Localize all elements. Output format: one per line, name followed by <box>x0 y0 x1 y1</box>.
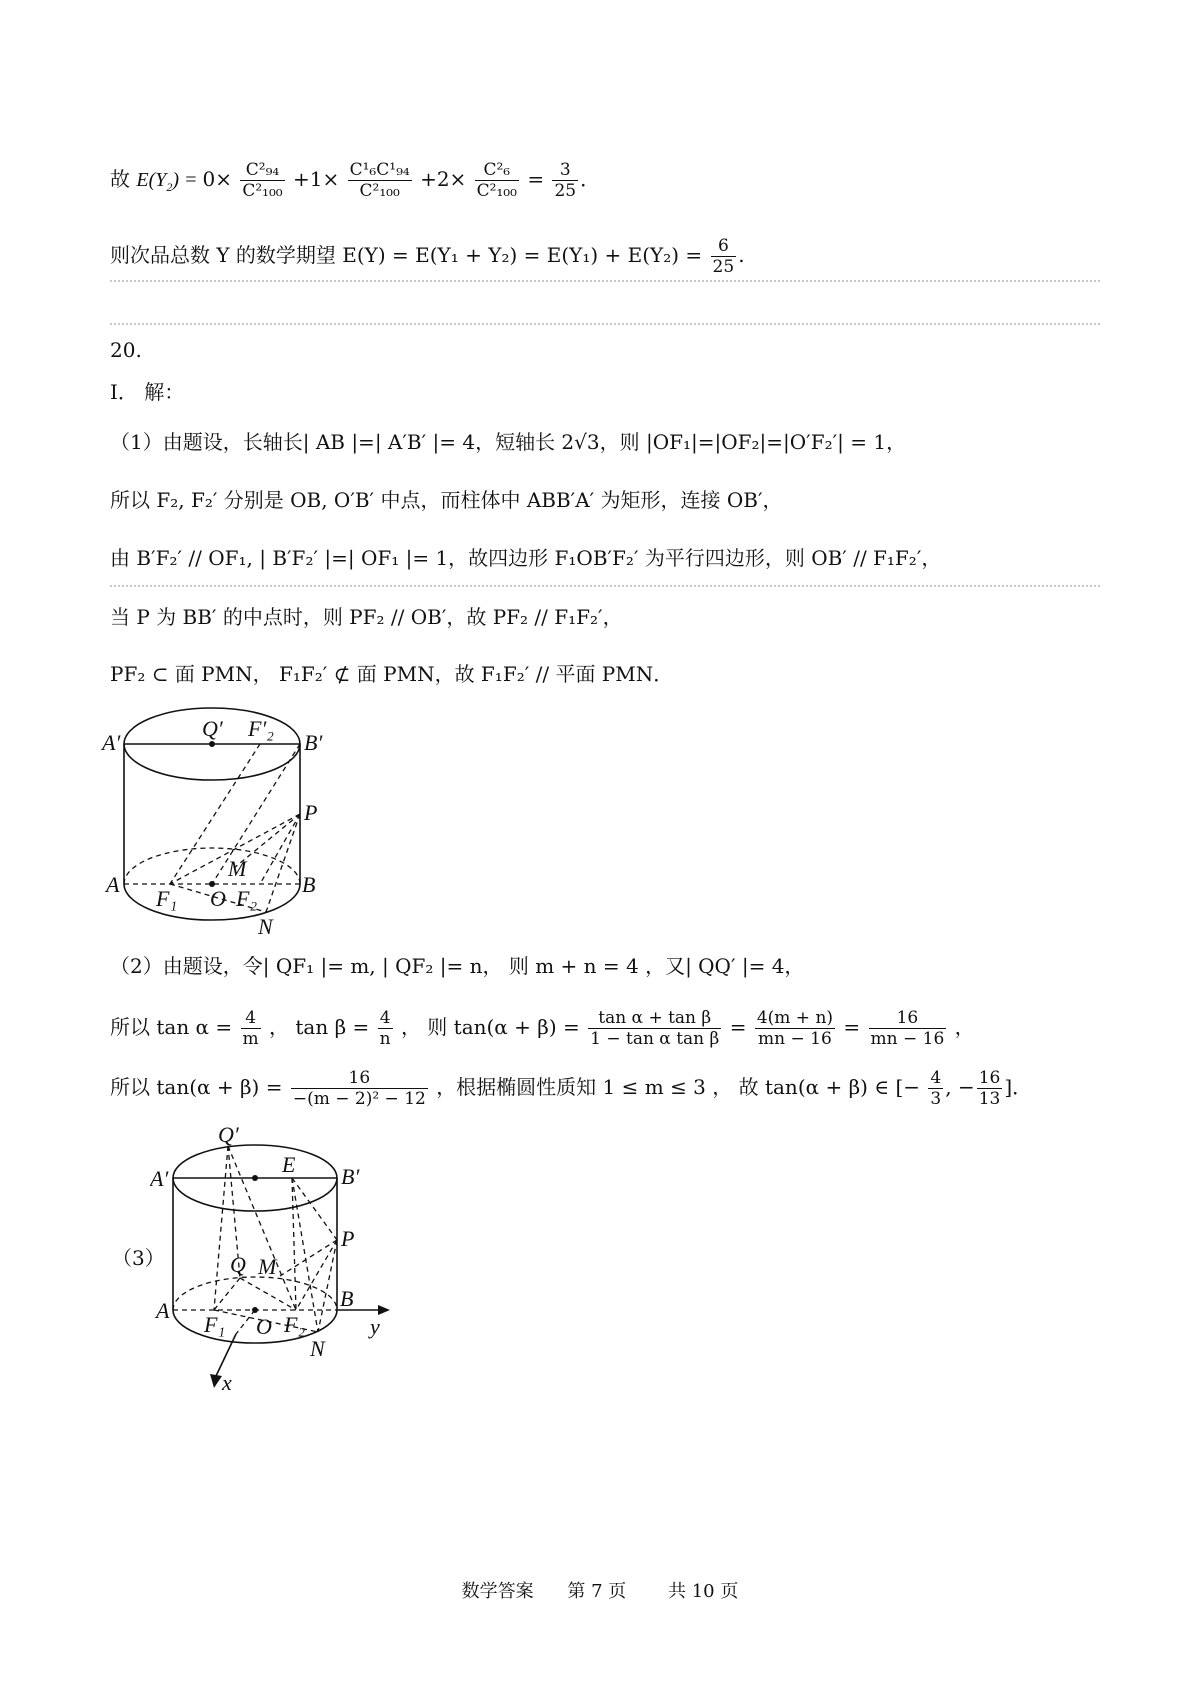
tan-alpha-fraction: $\frac{4}{m}$ <box>242 1008 259 1049</box>
fraction-2: $\frac{\text{C¹₆C¹₉₄}}{\text{C²₁₀₀}}$ <box>349 160 410 201</box>
fig1-label: F₁ <box>156 886 178 911</box>
fig1-label: O <box>210 886 226 911</box>
p2-line3: 所以 tan(α + β) = $\frac{16}{\text{−(m − 2)² − 12}}$ ，根据椭圆性质知 1 ≤ m ≤ 3 ， 故 tan(α + β) ∈ [− $\frac{4}{3}$ , − $\frac{16}{13}$ ]． <box>110 1068 1033 1109</box>
divider <box>110 280 1100 282</box>
ey2-lhs: E(Y <box>136 169 167 191</box>
fig1-label: M <box>228 856 247 881</box>
part-label: Ⅰ． 解： <box>110 380 185 404</box>
divider <box>110 585 1100 587</box>
coef-0: 0× <box>202 167 232 191</box>
p2-line2: 所以 tan α = $\frac{4}{m}$ ， tan β = $\frac{4}{n}$ ， 则 tan(α + β) = $\frac{\text{tan α + tan β}}{\text{1 − tan α tan β}}$ = $\frac{4(m + n)}{mn - 16}$ = $\frac{16}{mn - 16}$ ， <box>110 1008 975 1049</box>
ey2-formula: 故 $E(Y_2) = 0\times$ $\frac{\text{C²₉₄}}{\text{C²₁₀₀}}$ +1× $\frac{\text{C¹₆C¹₉₄}}{\text{C²₁₀₀}}$ +2× $\frac{\text{C²₆}}{\text{C²₁₀₀}}$ = $\frac{3}{25}$ ． <box>110 160 601 201</box>
fig2-label: F₁ <box>204 1312 226 1337</box>
sum-fraction-2: $\frac{4(m + n)}{mn - 16}$ <box>756 1008 834 1049</box>
fig2-label: M <box>258 1254 277 1279</box>
fig1-label: Q′ <box>202 716 223 741</box>
lead-text: 故 <box>110 167 130 191</box>
footer-page: 第 7 页 <box>567 1581 627 1602</box>
p1-line4: 当 P 为 BB′ 的中点时，则 PF₂ // OB′，故 PF₂ // F₁F₂′， <box>110 605 623 629</box>
coef-1: +1× <box>293 167 340 191</box>
fig2-label: y <box>370 1314 380 1339</box>
equals: = <box>527 167 545 191</box>
divider <box>110 323 1100 325</box>
p1-line1: （1）由题设，长轴长| AB |=| A′B′ |= 4，短轴长 2√3，则 |OF₁|=|OF₂|=|O′F₂′| = 1， <box>110 430 907 454</box>
fig2-label: F₂ <box>284 1312 306 1337</box>
p3-label: （3） <box>112 1246 165 1270</box>
fig2-label: A <box>156 1298 170 1323</box>
cylinder-figure-2 <box>150 1118 410 1398</box>
p1-line2: 所以 F₂, F₂′ 分别是 OB, O′B′ 中点，而柱体中 ABB′A′ 为矩形，连接 OB′， <box>110 488 783 512</box>
footer-total: 共 10 页 <box>668 1581 739 1602</box>
fig1-label: B <box>302 872 316 897</box>
fig1-label: B′ <box>304 730 323 755</box>
fig2-label: Q <box>230 1252 246 1277</box>
footer-subject: 数学答案 <box>461 1581 534 1602</box>
ey-total-fraction: $\frac{6}{25}$ <box>712 236 735 277</box>
p1-line5: PF₂ ⊂ 面 PMN， F₁F₂′ ⊄ 面 PMN，故 F₁F₂′ // 平面 PMN． <box>110 662 674 686</box>
fig1-label: N <box>258 914 273 939</box>
range-fraction: $\frac{16}{\text{−(m − 2)² − 12}}$ <box>292 1068 426 1109</box>
fig2-label: A′ <box>150 1166 169 1191</box>
fig2-label: x <box>222 1370 232 1395</box>
fig1-label: A <box>106 872 120 897</box>
problem-number: 20. <box>110 338 142 362</box>
fig2-label: O <box>256 1314 272 1339</box>
fig2-label: B′ <box>341 1164 360 1189</box>
fig1-label: P <box>304 800 318 825</box>
fig2-label: N <box>310 1336 325 1361</box>
page-footer <box>0 1577 1200 1603</box>
fig1-label: F′₂ <box>248 716 274 741</box>
ey-total-line: 则次品总数 Y 的数学期望 E(Y) = E(Y₁ + Y₂) = E(Y₁) + E(Y₂) = $\frac{6}{25}$ . <box>110 236 745 277</box>
interval-high-fraction: $\frac{16}{13}$ <box>978 1068 1001 1109</box>
result-fraction: $\frac{3}{25}$ <box>554 160 577 201</box>
ey-total-text: 则次品总数 Y 的数学期望 E(Y) = E(Y₁ + Y₂) = E(Y₁) + E(Y₂) = <box>110 243 703 267</box>
fig1-label: F₂ <box>236 886 258 911</box>
fig2-label: B <box>340 1286 354 1311</box>
fraction-1: $\frac{\text{C²₉₄}}{\text{C²₁₀₀}}$ <box>242 160 283 201</box>
p1-line3: 由 B′F₂′ // OF₁, | B′F₂′ |=| OF₁ |= 1，故四边形 F₁OB′F₂′ 为平行四边形，则 OB′ // F₁F₂′， <box>110 546 942 570</box>
coef-2: +2× <box>420 167 467 191</box>
tan-beta-fraction: $\frac{4}{n}$ <box>379 1008 391 1049</box>
fraction-3: $\frac{\text{C²₆}}{\text{C²₁₀₀}}$ <box>476 160 517 201</box>
fig2-label: E <box>282 1152 296 1177</box>
sum-formula-fraction: $\frac{\text{tan α + tan β}}{\text{1 − tan α tan β}}$ <box>590 1008 720 1049</box>
interval-low-fraction: $\frac{4}{3}$ <box>930 1068 942 1109</box>
sum-fraction-3: $\frac{16}{mn - 16}$ <box>870 1008 945 1049</box>
fig2-label: P <box>341 1226 355 1251</box>
cylinder-figure-1 <box>100 700 360 950</box>
fig2-label: Q′ <box>218 1122 239 1147</box>
p2-line1: （2）由题设，令| QF₁ |= m, | QF₂ |= n， 则 m + n = 4 ，又| QQ′ |= 4， <box>110 954 805 978</box>
fig1-label: A′ <box>102 730 121 755</box>
